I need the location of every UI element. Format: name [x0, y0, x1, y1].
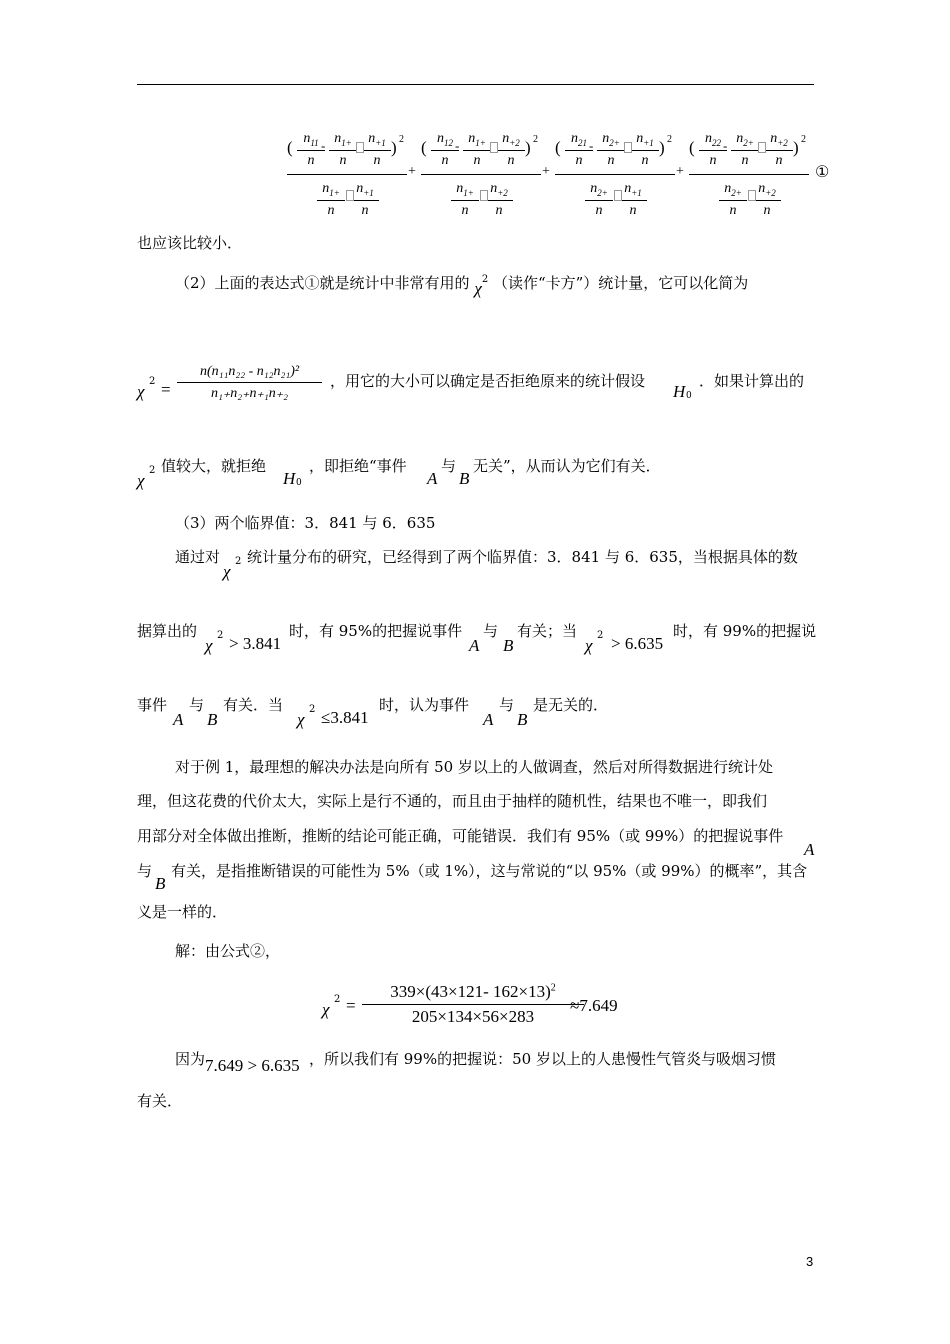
- formula-term: ( ) 2 $n_{21}$ n $n_{2+}$ n $n_{+1}$ n - $n_{2+}$ n $n_{+1}$ n: [555, 128, 675, 224]
- n-var: $n_{1+}$: [468, 131, 486, 148]
- sub-fraction: $n_{+1}$ n: [631, 130, 659, 169]
- sub-fraction: $n_{2+}$ n: [597, 130, 625, 169]
- n-var: $n_{+1}$: [624, 181, 642, 198]
- n-var: $n_{22}$: [705, 131, 721, 148]
- n-var: $n_{+1}$: [368, 131, 386, 148]
- circled-label: ①: [815, 164, 830, 181]
- sub-fraction: $n_{2+}$ n: [719, 180, 747, 219]
- sub-fraction: $n_{12}$ n: [431, 130, 459, 169]
- formula-term: ( ) 2 $n_{11}$ n $n_{1+}$ n $n_{+1}$ n - $n_{1+}$ n $n_{+1}$ n: [287, 128, 407, 224]
- formula-term: ( ) 2 $n_{12}$ n $n_{1+}$ n $n_{+2}$ n - $n_{1+}$ n $n_{+2}$ n: [421, 128, 541, 224]
- para-9-line-3: 用部分对全体做出推断，推断的结论可能正确，可能错误．我们有 95%（或 99%）的把握说事件: [137, 827, 784, 845]
- n-var: $n_{+2}$: [770, 131, 788, 148]
- n-var: $n_{1+}$: [334, 131, 352, 148]
- plus-sign: +: [542, 164, 550, 179]
- sub-fraction: $n_{1+}$ n: [329, 130, 357, 169]
- plus-sign: +: [676, 164, 684, 179]
- sub-fraction: $n_{2+}$ n: [585, 180, 613, 219]
- sub-fraction: $n_{22}$ n: [699, 130, 727, 169]
- sub-fraction: $n_{1+}$ n: [317, 180, 345, 219]
- n-var: $n_{+2}$: [758, 181, 776, 198]
- event-a: A: [804, 840, 815, 859]
- sub-fraction: $n_{+1}$ n: [363, 130, 391, 169]
- para-9-line-4: 与 B 有关，是指推断错误的可能性为 5%（或 1%），这与常说的“以 95%（或 99%）的概率”，其含: [137, 862, 808, 893]
- sub-fraction: $n_{21}$ n: [565, 130, 593, 169]
- n-var: $n_{21}$: [571, 131, 587, 148]
- n-var: $n_{2+}$: [736, 131, 754, 148]
- plus-sign: +: [408, 164, 416, 179]
- calc-formula: χ 2 = 339×(43×121- 162×13)$^2$ 205×134×56×283 ≈7.649: [322, 982, 618, 1026]
- para-9-line-2: 理，但这花费的代价太大，实际上是行不通的，而且由于抽样的随机性，结果也不唯一，即我们: [137, 792, 768, 810]
- sub-fraction: $n_{11}$ n: [297, 130, 325, 169]
- n-var: $n_{+1}$: [636, 131, 654, 148]
- n-var: $n_{1+}$: [322, 181, 340, 198]
- formula-1: [287, 128, 830, 224]
- para-7: 据算出的 χ 2 > 3.841 时，有 95%的把握说事件 A 与 B 有关；当 χ 2 > 6.635 时，有 99%的把握说: [137, 622, 817, 655]
- sub-fraction: $n_{+1}$ n: [619, 180, 647, 219]
- sub-fraction: $n_{+2}$ n: [497, 130, 525, 169]
- para-12: 有关．: [137, 1092, 183, 1110]
- para-6: 通过对 χ 2 统计量分布的研究，已经得到了两个临界值：3．841 与 6．635，当根据具体的数: [175, 548, 798, 581]
- para-1: 也应该比较小．: [137, 234, 243, 252]
- n-var: $n_{+2}$: [490, 181, 508, 198]
- sub-fraction: $n_{+2}$ n: [485, 180, 513, 219]
- sub-fraction: $n_{+2}$ n: [765, 130, 793, 169]
- sub-fraction: $n_{1+}$ n: [463, 130, 491, 169]
- n-var: $n_{+1}$: [356, 181, 374, 198]
- para-9-line-1: 对于例 1，最理想的解决办法是向所有 50 岁以上的人做调查，然后对所得数据进行统计处: [175, 758, 773, 776]
- para-4: χ 2 值较大，就拒绝 H 0 ，即拒绝“事件 A 与 B 无关”，从而认为它们有关．: [137, 457, 661, 490]
- n-var: $n_{12}$: [437, 131, 453, 148]
- para-5: （3）两个临界值：3．841 与 6．635: [175, 514, 436, 532]
- para-2: （2）上面的表达式①就是统计中非常有用的 $\chi^2$ （读作“卡方”）统计量，它可以化简为: [175, 274, 749, 298]
- para-10: 解：由公式②，: [175, 942, 281, 960]
- n-var: $n_{1+}$: [456, 181, 474, 198]
- n-var: $n_{2+}$: [590, 181, 608, 198]
- header-rule: [137, 84, 814, 85]
- sub-fraction: $n_{2+}$ n: [731, 130, 759, 169]
- n-var: $n_{2+}$: [724, 181, 742, 198]
- n-var: $n_{11}$: [303, 131, 319, 148]
- sub-fraction: $n_{+1}$ n: [351, 180, 379, 219]
- para-11: 因为 7.649 > 6.635 ，所以我们有 99%的把握说：50 岁以上的人患慢性气管炎与吸烟习惯: [175, 1050, 776, 1075]
- formula-term: ( ) 2 $n_{22}$ n $n_{2+}$ n $n_{+2}$ n - $n_{2+}$ n $n_{+2}$ n: [689, 128, 809, 224]
- sub-fraction: $n_{1+}$ n: [451, 180, 479, 219]
- chi-square-formula: χ 2 = n(n₁₁n₂₂ - n₁₂n₂₁)² n₁₊n₂₊n₊₁n₊₂ ，用它的大小可以确定是否拒绝原来的统计假设 H 0 ．如果计算出的: [137, 364, 805, 401]
- n-var: $n_{2+}$: [602, 131, 620, 148]
- n-var: $n_{+2}$: [502, 131, 520, 148]
- para-8: 事件 A 与 B 有关．当 χ 2 ≤3.841 时，认为事件 A 与 B 是无关的．: [137, 696, 609, 729]
- para-9-line-5: 义是一样的．: [137, 903, 228, 921]
- page-number: 3: [806, 1254, 814, 1269]
- sub-fraction: $n_{+2}$ n: [753, 180, 781, 219]
